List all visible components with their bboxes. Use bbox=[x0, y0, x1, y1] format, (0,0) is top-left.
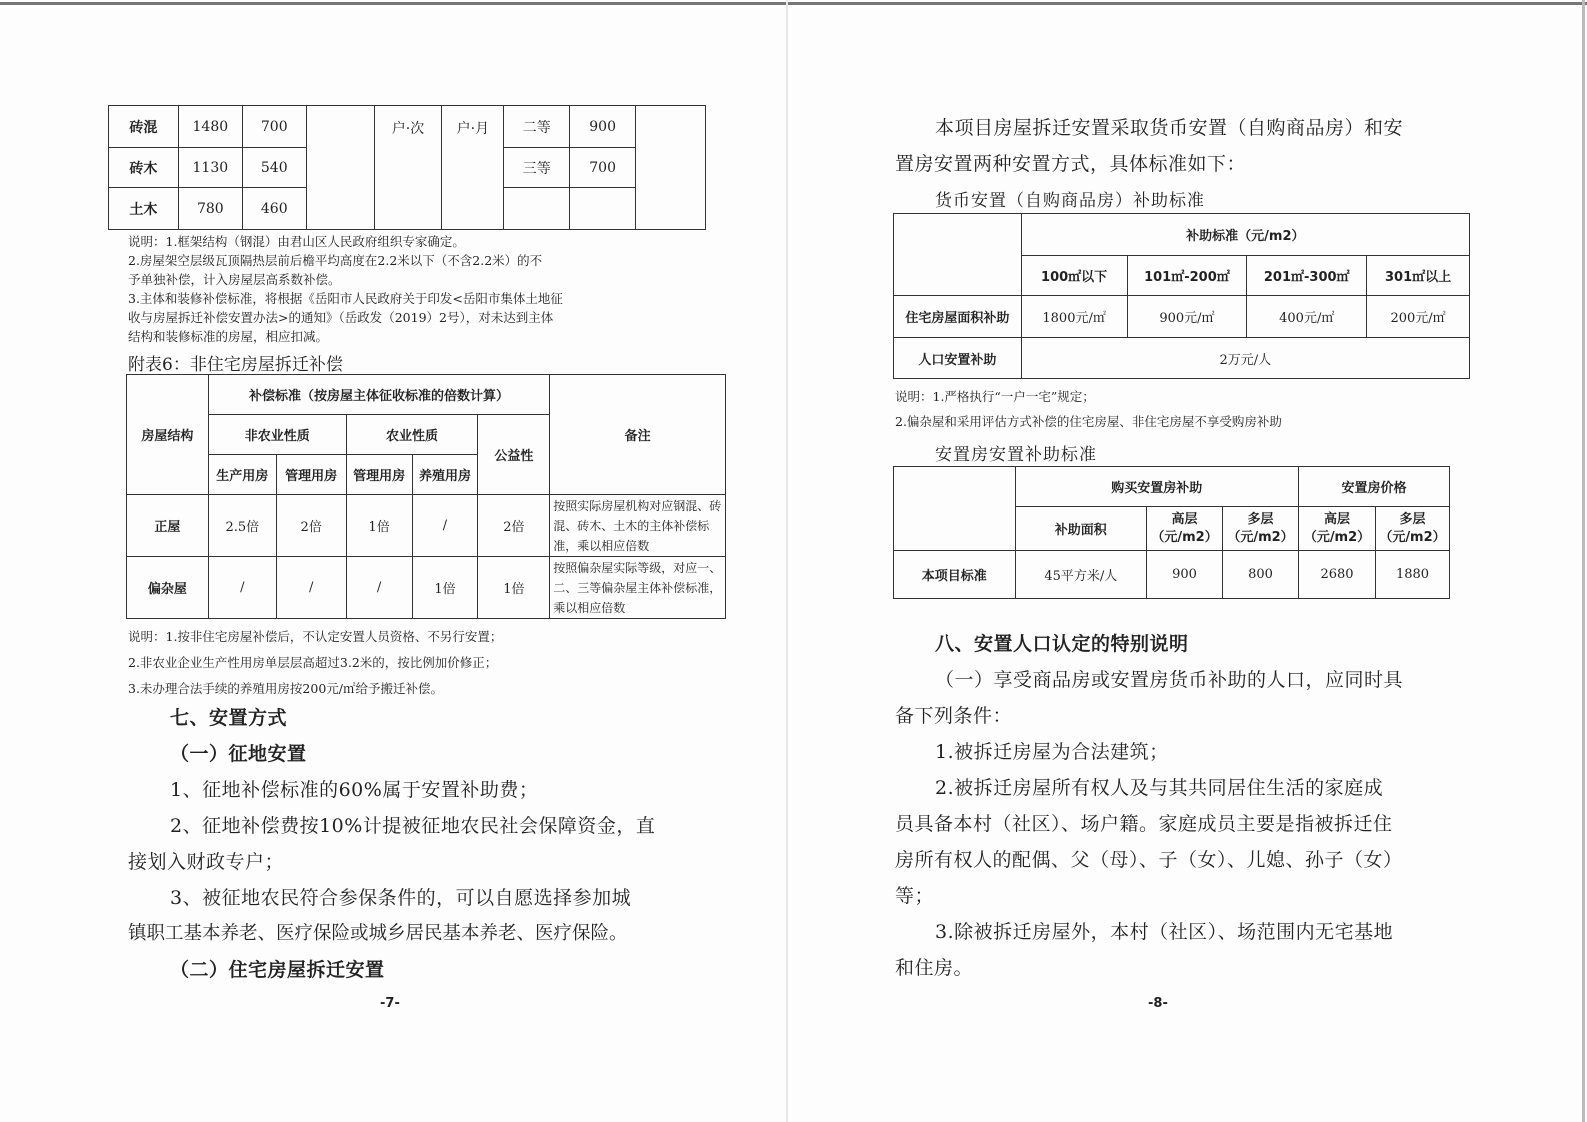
page-number-left: -7- bbox=[380, 996, 400, 1011]
paragraph: 置房安置两种安置方式，具体标准如下： bbox=[895, 153, 1247, 175]
rate-cell: 200元/㎡ bbox=[1367, 296, 1470, 338]
value-cell: 800 bbox=[1223, 551, 1299, 599]
paragraph: 1.被拆迁房屋为合法建筑； bbox=[935, 741, 1169, 763]
paragraph: 接划入财政专户； bbox=[128, 851, 285, 873]
empty-header bbox=[894, 467, 1016, 551]
subsection-heading-7-2: （二）住宅房屋拆迁安置 bbox=[170, 959, 385, 981]
header-nonagri: 非农业性质 bbox=[208, 415, 346, 455]
multiplier-cell: / bbox=[412, 495, 478, 557]
structure-cell: 砖木 bbox=[109, 148, 179, 188]
note-text: 说明：1.框架结构（钢混）由君山区人民政府组织专家确定。 bbox=[128, 234, 465, 249]
note-line: 2.偏杂屋和采用评估方式补偿的住宅房屋、非住宅房屋不享受购房补助 bbox=[895, 414, 1282, 429]
header-mgmt: 管理用房 bbox=[276, 455, 346, 495]
table3-notes bbox=[895, 384, 1495, 434]
header-area-range: 201㎡-300㎡ bbox=[1247, 256, 1367, 296]
paragraph: 房所有权人的配偶、父（母）、子（女）、儿媳、孙子（女） bbox=[895, 849, 1403, 871]
note-line: 2.房屋架空层级瓦顶隔热层前后檐平均高度在2.2米以下（不含2.2米）的不 bbox=[128, 253, 543, 268]
header-high-rise bbox=[1299, 507, 1376, 551]
paragraph: （一）享受商品房或安置房货币补助的人口，应同时具 bbox=[935, 669, 1404, 691]
header-unit: （元/m2） bbox=[1151, 529, 1218, 545]
header-area-range: 301㎡以上 bbox=[1367, 256, 1470, 296]
header-mgmt: 管理用房 bbox=[346, 455, 412, 495]
multiplier-cell: 2.5倍 bbox=[208, 495, 276, 557]
resettlement-housing-table bbox=[893, 466, 1450, 599]
note-line: 3.未办理合法手续的养殖用房按200元/㎡给予搬迁补偿。 bbox=[128, 681, 443, 696]
header-label: 高层 bbox=[1171, 511, 1198, 527]
page-fold bbox=[786, 0, 788, 1122]
header-high-rise bbox=[1147, 507, 1223, 551]
header-price: 安置房价格 bbox=[1299, 467, 1450, 507]
multiplier-cell: / bbox=[346, 557, 412, 619]
paragraph: 3、被征地农民符合参保条件的，可以自愿选择参加城 bbox=[170, 887, 632, 909]
row-name: 正屋 bbox=[127, 495, 209, 557]
header-multi-storey bbox=[1375, 507, 1449, 551]
subsection-heading-7-1: （一）征地安置 bbox=[170, 743, 307, 765]
rate-cell: 900元/㎡ bbox=[1127, 296, 1247, 338]
header-breed: 养殖用房 bbox=[412, 455, 478, 495]
header-standard: 补偿标准（按房屋主体征收标准的倍数计算） bbox=[208, 375, 549, 415]
row-label: 住宅房屋面积补助 bbox=[894, 296, 1022, 338]
multiplier-cell: 2倍 bbox=[478, 495, 550, 557]
header-label: 多层 bbox=[1399, 511, 1426, 527]
unit-cell: 户·次 bbox=[374, 106, 442, 230]
remark-cell: 按照偏杂屋实际等级，对应一、二、三等偏杂屋主体补偿标准，乘以相应倍数 bbox=[550, 557, 726, 619]
value-cell: 780 bbox=[178, 188, 242, 230]
paragraph: 等； bbox=[895, 885, 935, 907]
empty-cell bbox=[570, 188, 636, 230]
note-line: 3.主体和装修补偿标准，将根据《岳阳市人民政府关于印发<岳阳市集体土地征 bbox=[128, 291, 563, 306]
value-cell: 1880 bbox=[1375, 551, 1449, 599]
paragraph: 1、征地补偿标准的60%属于安置补助费； bbox=[170, 779, 539, 801]
population-subsidy-cell: 2万元/人 bbox=[1021, 338, 1469, 379]
header-unit: （元/m2） bbox=[1379, 529, 1446, 545]
table4-caption: 安置房安置补助标准 bbox=[935, 445, 1097, 465]
rate-cell: 400元/㎡ bbox=[1247, 296, 1367, 338]
note-line: 予单独补偿，计入房屋层高系数补偿。 bbox=[128, 272, 341, 287]
left-body bbox=[128, 700, 728, 988]
multiplier-cell: 2倍 bbox=[276, 495, 346, 557]
header-agri: 农业性质 bbox=[346, 415, 478, 455]
header-standard: 补助标准（元/m2） bbox=[1021, 214, 1469, 256]
paragraph: 员具备本村（社区）、场户籍。家庭成员主要是指被拆迁住 bbox=[895, 813, 1393, 835]
note-line: 说明：1.严格执行“一户一宅”规定； bbox=[895, 389, 1095, 404]
paragraph: 3.除被拆迁房屋外，本村（社区）、场范围内无宅基地 bbox=[935, 921, 1394, 943]
header-structure: 房屋结构 bbox=[127, 375, 209, 495]
multiplier-cell: / bbox=[276, 557, 346, 619]
multiplier-cell: 1倍 bbox=[478, 557, 550, 619]
scan-right-edge bbox=[1582, 0, 1585, 1122]
header-buy-subsidy: 购买安置房补助 bbox=[1015, 467, 1298, 507]
multiplier-cell: 1倍 bbox=[412, 557, 478, 619]
monetary-compensation-table bbox=[893, 213, 1470, 379]
row-label: 本项目标准 bbox=[894, 551, 1016, 599]
multiplier-cell: / bbox=[208, 557, 276, 619]
note-line bbox=[128, 232, 668, 251]
paragraph: 2.被拆迁房屋所有权人及与其共同居住生活的家庭成 bbox=[935, 777, 1384, 799]
note-line: 收与房屋拆迁补偿安置办法>的通知》（岳政发（2019）2号），对未达到主体 bbox=[128, 310, 554, 325]
rate-cell: 1800元/㎡ bbox=[1021, 296, 1127, 338]
structure-cell: 砖混 bbox=[109, 106, 179, 148]
header-unit: （元/m2） bbox=[1227, 529, 1294, 545]
header-prod: 生产用房 bbox=[208, 455, 276, 495]
table3-caption: 货币安置（自购商品房）补助标准 bbox=[935, 191, 1205, 211]
grade-cell: 二等 bbox=[504, 106, 570, 148]
paragraph: 本项目房屋拆迁安置采取货币安置（自购商品房）和安 bbox=[935, 117, 1404, 139]
right-intro bbox=[895, 110, 1455, 182]
scan-top-edge bbox=[0, 2, 1587, 5]
header-multi-storey bbox=[1223, 507, 1299, 551]
paragraph: 镇职工基本养老、医疗保险或城乡居民基本养老、医疗保险。 bbox=[128, 923, 628, 944]
empty-header bbox=[894, 214, 1022, 296]
header-unit: （元/m2） bbox=[1303, 529, 1371, 545]
section-heading-8: 八、安置人口认定的特别说明 bbox=[935, 633, 1189, 655]
header-area: 补助面积 bbox=[1015, 507, 1147, 551]
header-label: 高层 bbox=[1323, 511, 1350, 527]
multiplier-cell: 1倍 bbox=[346, 495, 412, 557]
empty-cell bbox=[636, 106, 706, 230]
empty-cell bbox=[306, 106, 374, 230]
header-label: 多层 bbox=[1247, 511, 1274, 527]
value-cell: 460 bbox=[242, 188, 306, 230]
section-heading-7: 七、安置方式 bbox=[170, 707, 288, 729]
header-area-range: 100㎡以下 bbox=[1021, 256, 1127, 296]
housing-compensation-table-continued bbox=[108, 105, 706, 230]
value-cell: 1480 bbox=[178, 106, 242, 148]
value-cell: 900 bbox=[1147, 551, 1223, 599]
area-cell: 45平方米/人 bbox=[1015, 551, 1147, 599]
header-area-range: 101㎡-200㎡ bbox=[1127, 256, 1247, 296]
unit-cell: 户·月 bbox=[442, 106, 504, 230]
value-cell: 540 bbox=[242, 148, 306, 188]
header-remark: 备注 bbox=[550, 375, 726, 495]
non-residential-compensation-table bbox=[126, 374, 726, 619]
value-cell: 700 bbox=[242, 106, 306, 148]
note-line: 说明：1.按非住宅房屋补偿后，不认定安置人员资格、不另行安置； bbox=[128, 629, 503, 644]
value-cell: 2680 bbox=[1299, 551, 1376, 599]
paragraph: 和住房。 bbox=[895, 957, 974, 979]
header-public: 公益性 bbox=[478, 415, 550, 495]
remark-cell: 按照实际房屋机构对应钢混、砖混、砖木、土木的主体补偿标准，乘以相应倍数 bbox=[550, 495, 726, 557]
table2-caption: 附表6：非住宅房屋拆迁补偿 bbox=[128, 355, 343, 375]
grade-cell: 三等 bbox=[504, 148, 570, 188]
empty-cell bbox=[504, 188, 570, 230]
value-cell: 1130 bbox=[178, 148, 242, 188]
row-label: 人口安置补助 bbox=[894, 338, 1022, 379]
paragraph: 2、征地补偿费按10%计提被征地农民社会保障资金，直 bbox=[170, 815, 656, 837]
page-number-right: -8- bbox=[1148, 996, 1168, 1011]
structure-cell: 土木 bbox=[109, 188, 179, 230]
row-name: 偏杂屋 bbox=[127, 557, 209, 619]
table2-notes bbox=[128, 624, 728, 702]
note-line: 结构和装修标准的房屋，相应扣减。 bbox=[128, 329, 329, 344]
grade-value-cell: 900 bbox=[570, 106, 636, 148]
right-body bbox=[895, 626, 1455, 986]
note-line: 2.非农业企业生产性用房单层层高超过3.2米的，按比例加价修正； bbox=[128, 655, 498, 670]
table1-notes bbox=[128, 232, 668, 346]
paragraph: 备下列条件： bbox=[895, 705, 1013, 727]
grade-value-cell: 700 bbox=[570, 148, 636, 188]
